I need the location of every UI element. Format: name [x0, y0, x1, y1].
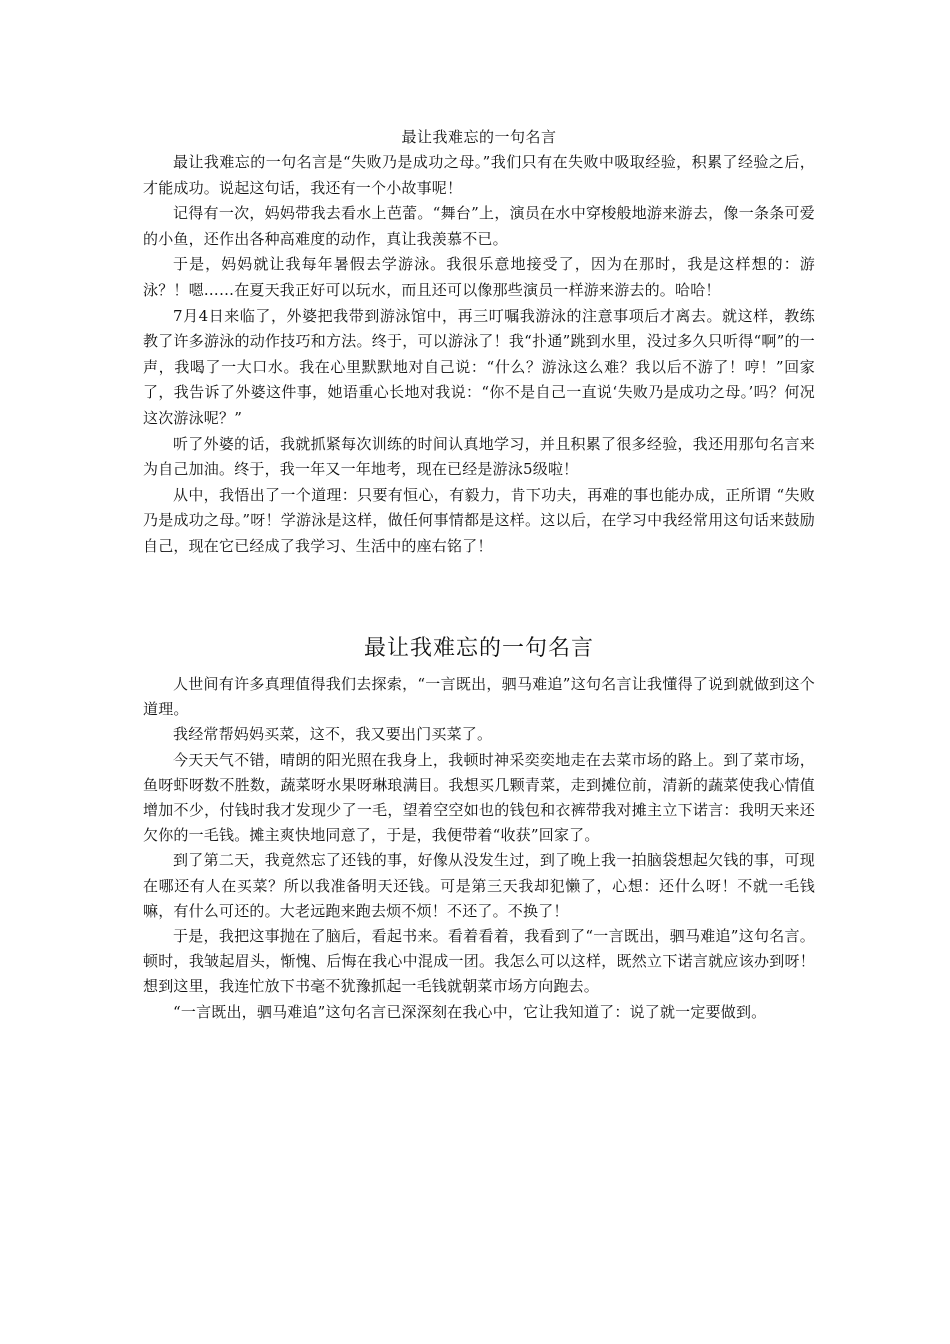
essay-1 — [143, 124, 815, 560]
essay-1-paragraph-5: 听了外婆的话，我就抓紧每次训练的时间认真地学习，并且积累了很多经验，我还用那句名言来为自己加油。终于，我一年又一年地考，现在已经是游泳5级啦！ — [143, 434, 815, 479]
essay-1-paragraph-2: 记得有一次，妈妈带我去看水上芭蕾。“舞台”上，演员在水中穿梭般地游来游去，像一条条可爱的小鱼，还作出各种高难度的动作，真让我羡慕不已。 — [143, 204, 815, 248]
essay-2 — [143, 632, 815, 1025]
essay-2-paragraph-2: 我经常帮妈妈买菜，这不，我又要出门买菜了。 — [173, 725, 493, 744]
essay-2-title: 最让我难忘的一句名言 — [363, 636, 594, 661]
essay-2-paragraph-1: 人世间有许多真理值得我们去探索，“一言既出，驷马难追”这句名言让我懂得了说到就做到这个道理。 — [143, 675, 815, 719]
essay-1-paragraph-6: 从中，我悟出了一个道理：只要有恒心，有毅力，肯下功夫，再难的事也能办成，正所谓 “失败乃是成功之母。”呀！学游泳是这样，做任何事情都是这样。这以后，在学习中我经常用这句话来鼓励自己，现在它已经成了我学习、生活中的座右铭了！ — [143, 485, 815, 555]
essay-2-paragraph-3: 今天天气不错，晴朗的阳光照在我身上，我顿时神采奕奕地走在去菜市场的路上。到了菜市场，鱼呀虾呀数不胜数，蔬菜呀水果呀琳琅满目。我想买几颗青菜，走到摊位前，清新的蔬菜使我心情值增加不少，付钱时我才发现少了一毛，望着空空如也的钱包和衣裤带我对摊主立下诺言：我明天来还欠你的一毛钱。摊主爽快地同意了，于是，我便带着“收获”回家了。 — [143, 750, 815, 845]
essay-1-paragraph-4: 7月4日来临了，外婆把我带到游泳馆中，再三叮嘱我游泳的注意事项后才离去。就这样，教练教了许多游泳的动作技巧和方法。终于，可以游泳了！我“扑通”跳到水里，没过多久只听得“啊”的一声，我喝了一大口水。我在心里默默地对自己说：“什么？游泳这么难？我以后不游了！哼！”回家了，我告诉了外婆这件事，她语重心长地对我说：“你不是自己一直说‘失败乃是成功之母。’吗？何况这次游泳呢？” — [143, 306, 815, 427]
essay-2-paragraph-6: “一言既出，驷马难追”这句名言已深深刻在我心中，它让我知道了：说了就一定要做到。 — [173, 1002, 767, 1021]
essay-1-paragraph-1: 最让我难忘的一句名言是“失败乃是成功之母。”我们只有在失败中吸取经验，积累了经验之后，才能成功。说起这句话，我还有一个小故事呢！ — [143, 153, 815, 197]
essay-1-paragraph-3: 于是，妈妈就让我每年暑假去学游泳。我很乐意地接受了，因为在那时，我是这样想的：游泳？！嗯……在夏天我正好可以玩水，而且还可以像那些演员一样游来游去的。哈哈！ — [143, 255, 815, 299]
essay-2-paragraph-5: 于是，我把这事抛在了脑后，看起书来。看着看着，我看到了“一言既出，驷马难追”这句名言。顿时，我皱起眉头，惭愧、后悔在我心中混成一团。我怎么可以这样，既然立下诺言就应该办到呀！想到这里，我连忙放下书毫不犹豫抓起一毛钱就朝菜市场方向跑去。 — [143, 927, 815, 996]
essay-1-title: 最让我难忘的一句名言 — [401, 128, 557, 146]
essay-2-paragraph-4: 到了第二天，我竟然忘了还钱的事，好像从没发生过，到了晚上我一拍脑袋想起欠钱的事，可现在哪还有人在买菜？所以我准备明天还钱。可是第三天我却犯懒了，心想：还什么呀！不就一毛钱嘛，有什么可还的。大老远跑来跑去烦不烦！不还了。不换了！ — [143, 851, 815, 920]
